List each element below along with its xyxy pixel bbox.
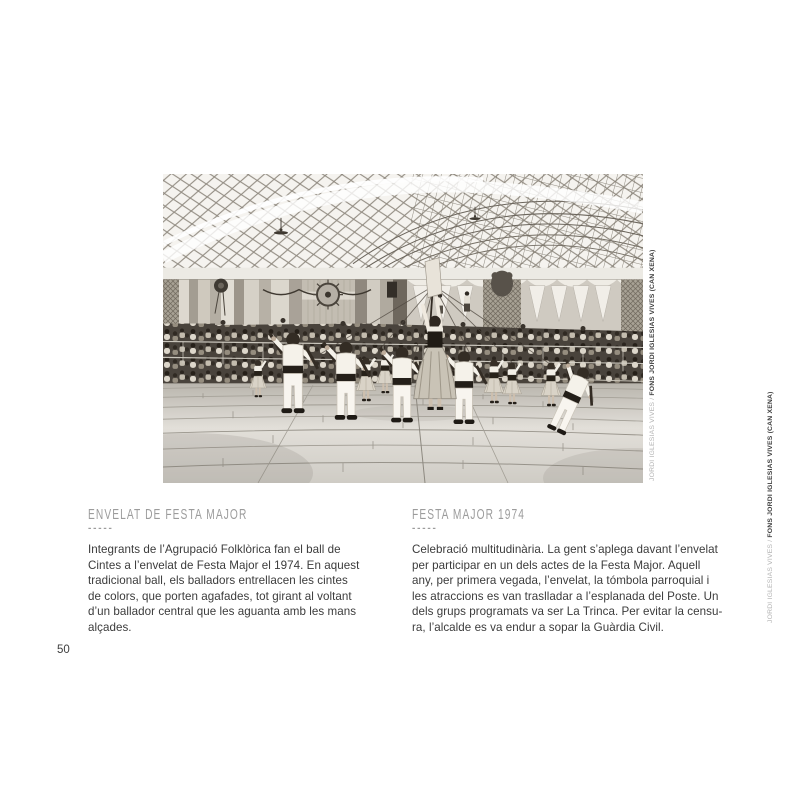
envelat-photo <box>163 174 643 483</box>
body-line: dels grups programats va ser La Trinca. Per evitar la censu- <box>412 605 723 619</box>
body-line: any, per primera vegada, l’envelat, la tómbola parroquial i <box>412 574 710 588</box>
edge-credit-fons: FONS JORDI IGLESIAS VIVES (CAN XENA) <box>767 391 774 538</box>
photo-credit-photographer: JORDI IGLESIAS VIVES / <box>649 395 656 481</box>
body-line: Celebració multitudinària. La gent s’aplega davant l’envelat <box>412 543 718 556</box>
title-divider: ----- <box>412 523 438 534</box>
body-line: Cintes a l’envelat de Festa Major el 1974. En aquest <box>88 558 360 572</box>
article-title-text: FESTA MAJOR 1974 <box>412 506 526 523</box>
body-line: per participar en un dels actes de la Festa Major. Aquell <box>412 558 701 572</box>
body-line: Integrants de l’Agrupació Folklòrica fan el ball de <box>88 543 341 556</box>
photo-credit-fons: FONS JORDI IGLESIAS VIVES (CAN XENA) <box>649 249 656 396</box>
body-line: les atraccions es van traslladar a l’esplanada del Poste. Un <box>412 589 719 603</box>
speaker-box <box>387 282 397 298</box>
body-line: d’un ballador central que les aguanta amb les mans <box>88 605 357 619</box>
article-festa-major <box>412 506 724 636</box>
title-divider: ----- <box>88 523 114 534</box>
envelat-photo-art <box>163 174 643 483</box>
page-number: 50 <box>57 644 70 656</box>
article-envelat <box>88 506 373 636</box>
body-line: ra, l’alcalde es va endur a sopar la Guàrdia Civil. <box>412 620 664 634</box>
article-title <box>88 506 373 523</box>
photo-credit <box>647 249 659 481</box>
article-title <box>412 506 724 523</box>
edge-credit-photographer: JORDI IGLESIAS VIVES / <box>767 537 774 623</box>
sun-emblem <box>313 280 343 310</box>
article-title-text: ENVELAT DE FESTA MAJOR <box>88 506 248 523</box>
page-edge-credit <box>765 391 777 623</box>
body-line: tradicional ball, els balladors entrellacen les cintes <box>88 574 348 588</box>
body-line: alçades. <box>88 620 132 634</box>
body-line: de colors, que porten agafades, tot girant al voltant <box>88 589 352 603</box>
